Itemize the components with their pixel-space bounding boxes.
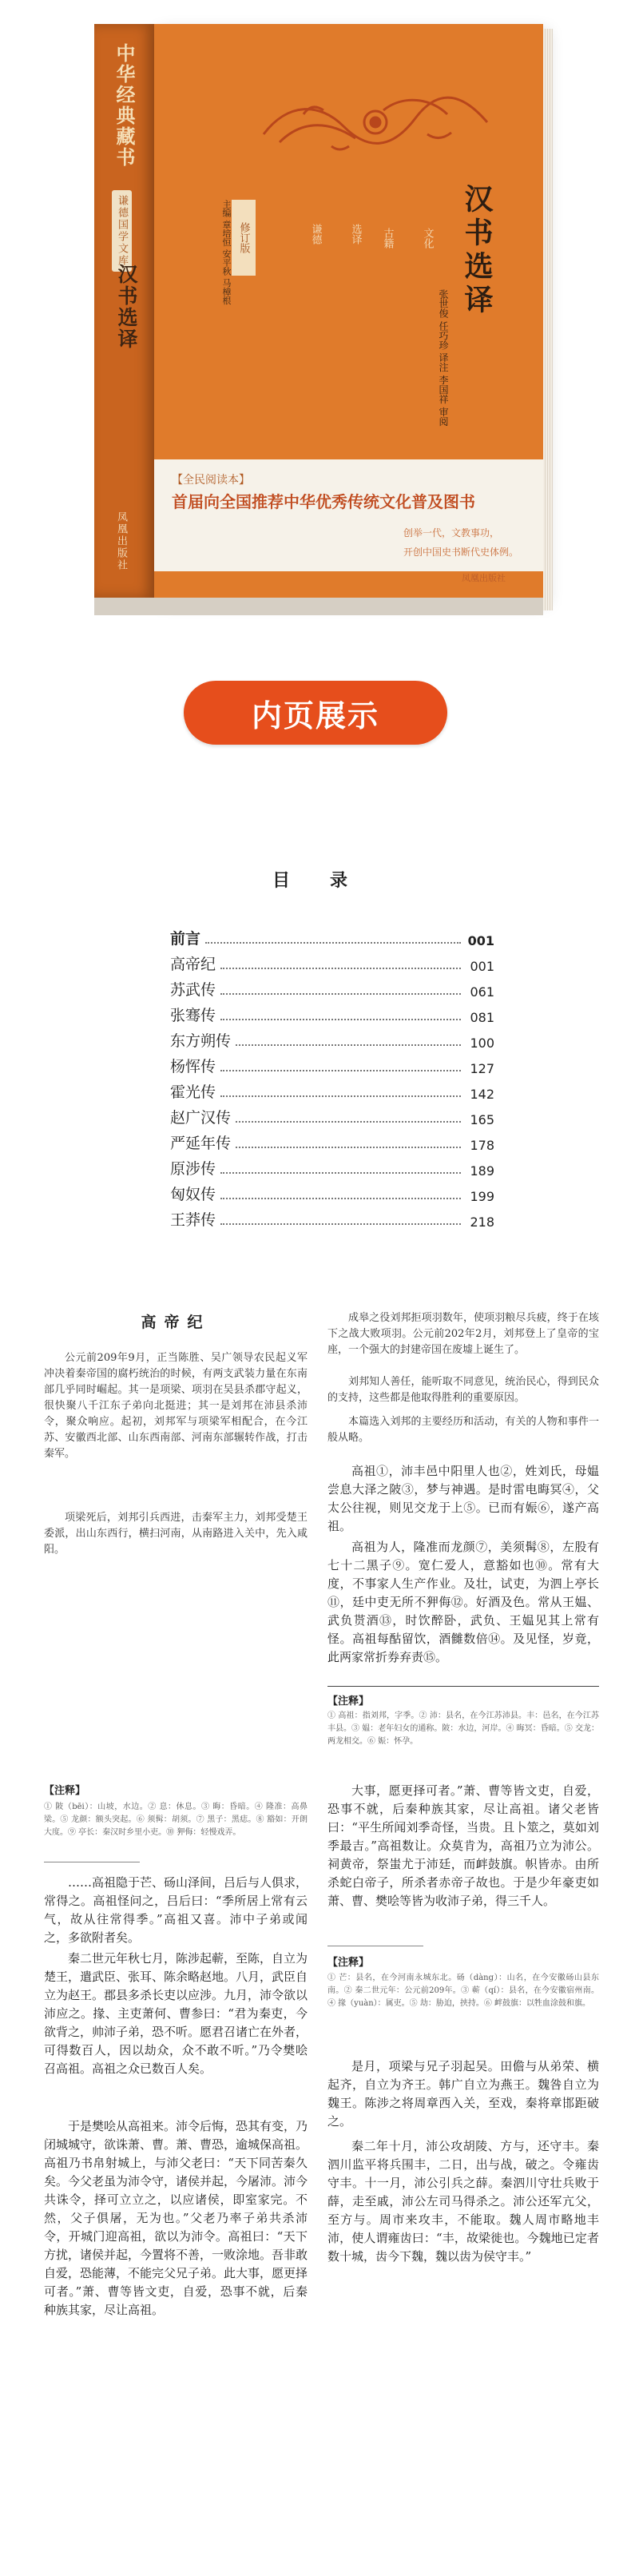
toc-entry-page: 218 (470, 1214, 494, 1230)
spine-publisher: 凤凰出版社 (115, 511, 127, 571)
front-cover-authors: 张世俊 任巧珍 译注 李国祥 审阅 (438, 289, 449, 427)
notes-text: ① 高祖：指刘邦，字季。② 沛：县名，在今江苏沛县。丰：邑名，在今江苏丰县。③ 媪：老年妇女的通称。陂：水边，河岸。④ 晦冥：昏暗。⑤ 交龙：两龙相交。⑥ 娠：怀孕。 (327, 1711, 599, 1746)
book-bottom-edge (94, 598, 543, 615)
classical-text-paragraph: 高祖为人，隆准而龙颜⑦，美须髯⑧，左股有七十二黑子⑨。宽仁爱人，意豁如也⑩。常有大度，不事家人生产作业。及壮，试吏，为泗上亭长⑪，廷中吏无所不狎侮⑫。好酒及色。常从王媪、武负贳酒⑬，时饮醉卧，武负、王媪见其上常有怪。高祖每酤留饮，酒雠数倍⑭。及见怪，岁竟，此两家常折券弃责⑮。 (327, 1540, 599, 1664)
toc-dot-leader (220, 1095, 461, 1097)
toc-entry-page: 178 (470, 1138, 494, 1153)
classical-text-paragraph: 秦二年十月，沛公攻胡陵、方与，还守丰。秦泗川监平将兵围丰，二日，出与战，破之。令雍齿守丰。十一月，沛公引兵之薛。秦泗川守壮兵败于薛，走至戚，沛公左司马得杀之。沛公还军亢父，至方与。周市来攻丰，不能取。魏人周市略地丰沛，使人谓雍齿曰：“丰，故梁徙也。今魏地已定者数十城，齿今下魏，魏以齿为侯守丰。” (327, 2139, 599, 2264)
cover-editors: 主编 章培恒 安平秋 马樟根 (221, 200, 232, 305)
band-slogan-1: 创举一代，文教事功， (403, 527, 500, 539)
book-page-edge (543, 29, 553, 610)
toc-row (170, 923, 494, 948)
band-publisher: 凤凰出版社 (462, 573, 506, 583)
book-cover-section (0, 0, 631, 743)
classical-text-paragraph: 秦二世元年秋七月，陈涉起蕲，至陈，自立为楚王，遣武臣、张耳、陈余略赵地。八月，武臣自立为赵王。郡县多杀长吏以应涉。九月，沛令欲以沛应之。掾、主吏萧何、曹参曰：“君为秦吏，今欲背之，帅沛子弟，恐不听。愿君召诸亡在外者，可得数百人，因以劫众，众不敢不听。”乃令樊哙召高祖。高祖之众已数百人矣。 (44, 1951, 308, 2076)
toc-dot-leader (205, 942, 461, 944)
band-headline: 首届向全国推荐中华优秀传统文化普及图书 (172, 492, 475, 511)
classical-text-paragraph: 大事，愿更择可者。”萧、曹等皆文吏，自爱，恐事不就，后秦种族其家，尽让高祖。诸父老皆曰：“平生所闻刘季奇怪，当贵。且卜筮之，莫如刘季最吉。”高祖数让。众莫肯为，高祖乃立为沛公。祠黄帝，祭蚩尤于沛廷，而衅鼓旗。帜皆赤。由所杀蛇白帝子，所杀者赤帝子故也。于是少年豪吏如萧、曹、樊哙等皆为收沛子弟，得三千人。 (327, 1783, 599, 1908)
toc-row (170, 1153, 494, 1179)
toc-row (170, 974, 494, 1000)
sample-page-annotated (44, 1782, 308, 2501)
edition-strip: 修订版 (232, 200, 256, 276)
chapter-title: 高帝纪 (141, 1314, 211, 1331)
front-cover-title: 汉书选译 (460, 184, 494, 318)
toc-entry-page: 001 (467, 933, 494, 948)
toc-row (170, 1051, 494, 1076)
toc-row (170, 1102, 494, 1127)
cover-strip-3: 古籍 (381, 227, 394, 248)
toc-entry-page: 001 (470, 959, 494, 974)
spine-badge: 谦德国学文库 (112, 190, 132, 272)
toc-entry-page: 081 (470, 1010, 494, 1025)
classical-text-paragraph: 高祖①，沛丰邑中阳里人也②，姓刘氏，母媪尝息大泽之陂③，梦与神遇。是时雷电晦冥④，父太公往视，则见交龙于上⑤。已而有娠⑥，遂产高祖。 (327, 1464, 599, 1533)
sample-page-text (327, 1310, 599, 1746)
toc-entry-title: 苏武传 (170, 981, 216, 999)
sample-page-continued (327, 1782, 599, 2501)
toc-entry-title: 前言 (170, 930, 201, 948)
toc-entry-page: 199 (470, 1189, 494, 1204)
toc-dot-leader (220, 1172, 461, 1174)
toc-entry-page: 189 (470, 1163, 494, 1179)
intro-paragraph: 刘邦知人善任，能听取不同意见，统治民心，得到民众的支持，这些都是他取得胜利的重要原因。 (327, 1376, 599, 1404)
toc-dot-leader (236, 1044, 461, 1046)
toc-entry-page: 100 (470, 1036, 494, 1051)
toc-entry-page: 061 (470, 984, 494, 1000)
band-tag: 【全民阅读本】 (172, 474, 250, 487)
notes-label: 【注释】 (327, 1695, 370, 1707)
classical-text-paragraph: 于是樊哙从高祖来。沛令后悔，恐其有变，乃闭城城守，欲诛萧、曹。萧、曹恐，逾城保高祖。高祖乃书帛射城上，与沛父老曰：“天下同苦秦久矣。今父老虽为沛令守，诸侯并起，今屠沛。沛今共诛令，择可立立之，以应诸侯，即室家完。不然，父子俱屠，无为也。”父老乃率子弟共杀沛令，开城门迎高祖，欲以为沛令。高祖曰：“天下方扰，诸侯并起，今置将不善，一败涂地。吾非敢自爱，恐能薄，不能完父兄子弟。此大事，愿更择可者。”萧、曹等皆文吏，自爱，恐事不就，后秦种族其家，尽让高祖。 (44, 2119, 308, 2317)
toc-row (170, 1000, 494, 1025)
toc-entry-title: 高帝纪 (170, 956, 216, 973)
toc-entry-page: 127 (470, 1061, 494, 1076)
intro-paragraph: 公元前209年9月，正当陈胜、吴广领导农民起义军冲决着秦帝国的腐朽统治的时候，有两支武装力量在东南部几乎同时崛起。其一是项梁、项羽在吴县杀郡守起义，很快聚八千江东子弟向北挺进；其一是刘邦在沛县杀沛令，聚众响应。起初，刘邦军与项梁军相配合，在今江苏、安徽西北部、山东西南部、河南东部辗转作战，打击秦军。 (44, 1352, 308, 1460)
toc-row (170, 1076, 494, 1102)
band-slogan-2: 开创中国史书断代史体例。 (403, 547, 519, 558)
intro-paragraph: 本篇选入刘邦的主要经历和活动，有关的人物和事件一般从略。 (327, 1416, 599, 1444)
classical-text-paragraph: 是月，项梁与兄子羽起吴。田儋与从弟荣、横起齐，自立为齐王。韩广自立为燕王。魏咎自立为魏王。陈涉之将周章西入关，至戏，秦将章邯距破之。 (327, 2059, 599, 2129)
toc-heading: 目 录 (272, 870, 359, 891)
intro-paragraph: 项梁死后，刘邦引兵西进，击秦军主力，刘邦受楚王委派，出山东西行，横扫河南，从南路进入关中，先入咸阳。 (44, 1512, 308, 1556)
classical-text-paragraph: ……高祖隐于芒、砀山泽间，吕后与人俱求，常得之。高祖怪问之，吕后曰：“季所居上常有云气，故从往常得季。”高祖又喜。沛中子弟或闻之，多欲附者矣。 (44, 1875, 308, 1945)
toc-entry-title: 杨恽传 (170, 1058, 216, 1075)
spine-series-title: 中华经典藏书 (113, 43, 136, 168)
toc-row (170, 948, 494, 974)
cover-strip-2: 选译 (349, 223, 362, 244)
intro-paragraph: 成皋之役刘邦拒项羽数年，使项羽粮尽兵疲，终于在垓下之战大败项羽。公元前202年2月，刘邦登上了皇帝的宝座，一个强大的封建帝国在废墟上诞生了。 (327, 1312, 599, 1356)
toc-entry-page: 142 (470, 1087, 494, 1102)
notes-text: ① 芒：县名，在今河南永城东北。砀（dàng）：山名，在今安徽砀山县东南。② 秦二世元年：公元前209年。③ 蕲（qí）：县名，在今安徽宿州南。④ 掾（yuàn）：属吏。⑤ 劫：胁迫，挟持。⑥ 衅鼓旗：以牲血涂鼓和旗。 (327, 1974, 599, 2008)
toc-entry-title: 张骞传 (170, 1007, 216, 1024)
phoenix-ornament-icon (256, 86, 495, 158)
toc-dot-leader (220, 1198, 461, 1199)
toc-dot-leader (220, 1223, 461, 1225)
cover-strip-4: 文化 (421, 227, 434, 248)
toc-entry-title: 王莽传 (170, 1211, 216, 1229)
cover-strip-1: 谦德 (309, 223, 322, 244)
toc-dot-leader (236, 1147, 461, 1148)
toc-entry-title: 原涉传 (170, 1160, 216, 1178)
sample-page-chapter-intro (44, 1310, 308, 1566)
toc-entry-title: 霍光传 (170, 1083, 216, 1101)
notes-label: 【注释】 (44, 1785, 86, 1797)
toc-dot-leader (220, 993, 461, 995)
banner-label: 内页展示 (251, 698, 379, 733)
toc-dot-leader (220, 1070, 461, 1071)
notes-text: ① 陂（bēi）：山坡，水边。② 息：休息。③ 晦：昏暗。④ 隆准：高鼻梁。⑤ 龙颜：额头突起。⑥ 须髯：胡须。⑦ 黑子：黑痣。⑧ 豁如：开朗大度。⑨ 亭长：秦汉时乡里小吏。⑩ 狎侮：轻慢戏弄。 (44, 1803, 308, 1837)
toc-entry-title: 赵广汉传 (170, 1109, 232, 1127)
toc-row (170, 1025, 494, 1051)
note-divider (327, 1686, 599, 1687)
toc-row (170, 1179, 494, 1204)
toc-dot-leader (236, 1121, 461, 1123)
toc-entry-page: 165 (470, 1112, 494, 1127)
toc-entry-title: 东方朔传 (170, 1032, 232, 1050)
toc-row (170, 1127, 494, 1153)
toc-dot-leader (220, 1019, 461, 1020)
spine-book-title: 汉书选译 (115, 264, 138, 350)
notes-label: 【注释】 (327, 1957, 370, 1969)
toc-row (170, 1204, 494, 1230)
toc-entry-title: 匈奴传 (170, 1186, 216, 1203)
toc-entry-title: 严延年传 (170, 1135, 232, 1152)
toc-dot-leader (220, 968, 461, 969)
inner-pages-banner (184, 681, 447, 745)
